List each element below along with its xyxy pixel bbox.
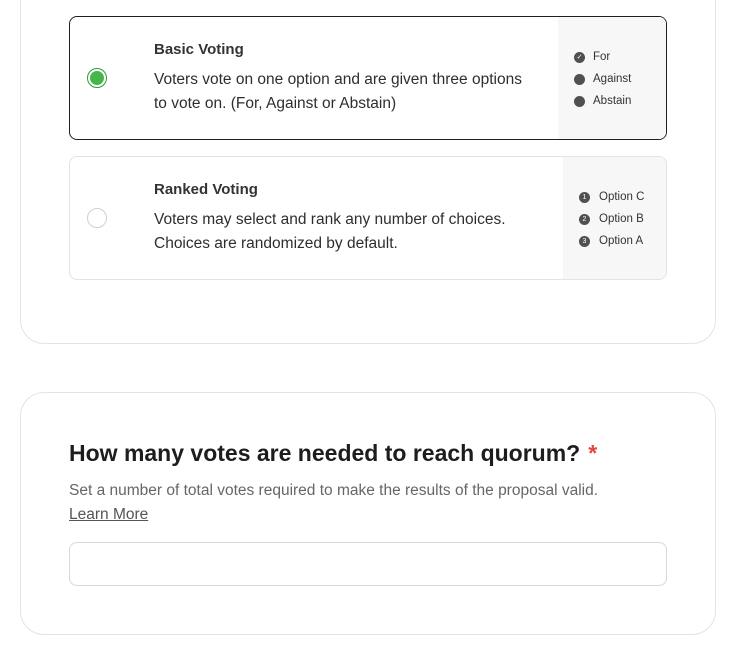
- rank-1-icon: 1: [579, 192, 590, 203]
- preview-label: Option A: [599, 235, 644, 247]
- preview-row-option-c: [579, 186, 666, 208]
- basic-voting-description: Voters vote on one option and are given three options to vote on. (For, Against or Abstain): [154, 71, 522, 112]
- ranked-voting-description: Voters may select and rank any number of choices. Choices are randomized by default.: [154, 211, 506, 252]
- quorum-question: [69, 440, 597, 467]
- quorum-help-text: Set a number of total votes required to make the results of the proposal valid.: [69, 482, 599, 499]
- voting-type-card: [20, 0, 716, 344]
- rank-2-icon: 2: [579, 214, 590, 225]
- voting-option-basic[interactable]: [69, 16, 667, 140]
- bullet-icon: [574, 96, 585, 107]
- ranked-voting-radio[interactable]: [87, 208, 107, 228]
- basic-voting-radio[interactable]: [87, 68, 107, 88]
- quorum-help: [69, 479, 669, 527]
- quorum-card: [20, 392, 716, 635]
- preview-label: Option C: [599, 191, 645, 203]
- quorum-input[interactable]: [69, 542, 667, 586]
- preview-row-option-a: [579, 230, 666, 252]
- preview-label: Option B: [599, 213, 644, 225]
- ranked-voting-preview: [563, 157, 666, 279]
- preview-row-against: [574, 68, 666, 90]
- required-marker: *: [588, 440, 598, 466]
- learn-more-link[interactable]: Learn More: [69, 506, 149, 523]
- preview-row-for: [574, 46, 666, 68]
- preview-row-option-b: [579, 208, 666, 230]
- ranked-voting-title: Ranked Voting: [154, 181, 258, 198]
- voting-option-ranked[interactable]: [69, 156, 667, 280]
- preview-label: Abstain: [593, 95, 632, 107]
- quorum-question-text: How many votes are needed to reach quorum?: [69, 440, 581, 466]
- basic-voting-preview: [558, 17, 666, 139]
- preview-row-abstain: [574, 90, 666, 112]
- basic-voting-title: Basic Voting: [154, 41, 244, 58]
- rank-3-icon: 3: [579, 236, 590, 247]
- check-icon: ✓: [574, 52, 585, 63]
- bullet-icon: [574, 74, 585, 85]
- preview-label: Against: [593, 73, 632, 85]
- preview-label: For: [593, 51, 611, 63]
